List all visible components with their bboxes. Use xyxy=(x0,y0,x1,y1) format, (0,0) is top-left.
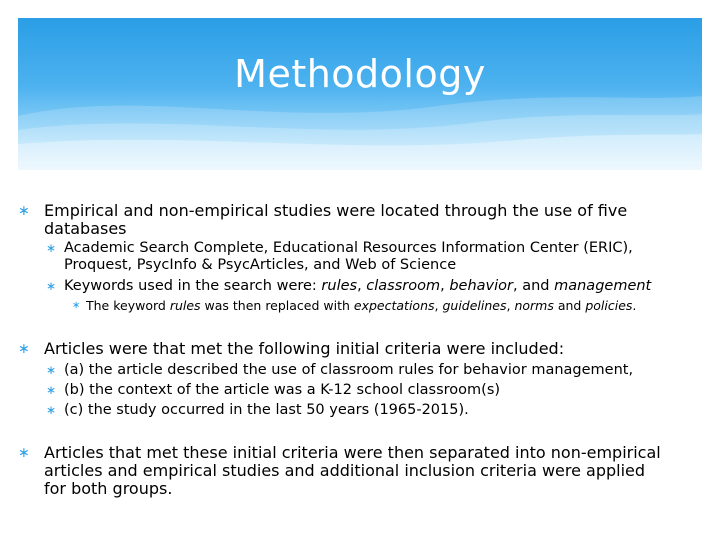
bullet-2-text: Articles were that met the following initial criteria were included: xyxy=(44,339,565,358)
bullet-1-sub-1 xyxy=(46,240,656,274)
asterisk-bullet-icon: ∗ xyxy=(46,241,57,255)
criteria-a: (a) the article described the use of classroom rules for behavior management, xyxy=(64,362,634,378)
bullet-3 xyxy=(18,444,668,498)
bullet-1-sub-2-text: Keywords used in the search were: rules, classroom, behavior, and management xyxy=(64,278,652,294)
bullet-2-sub-2 xyxy=(46,382,686,399)
asterisk-bullet-icon: ∗ xyxy=(46,363,57,377)
asterisk-bullet-icon: ∗ xyxy=(18,341,30,357)
bullet-1 xyxy=(18,202,648,238)
asterisk-bullet-icon: ∗ xyxy=(18,445,30,461)
criteria-c: (c) the study occurred in the last 50 years (1965-2015). xyxy=(64,402,469,418)
bullet-2-sub-3 xyxy=(46,402,686,419)
bullet-2 xyxy=(18,340,678,358)
keyword-replacement-text: The keyword rules was then replaced with expectations, guidelines, norms and policies. xyxy=(86,298,637,313)
asterisk-bullet-icon: ∗ xyxy=(46,403,57,417)
bullet-1-sub-2-sub-1 xyxy=(72,298,692,313)
bullet-1-sub-2 xyxy=(46,278,686,295)
asterisk-bullet-icon: ∗ xyxy=(72,300,81,311)
bullet-1-text: Empirical and non-empirical studies were located through the use of five databases xyxy=(44,201,628,238)
criteria-b: (b) the context of the article was a K-12 school classroom(s) xyxy=(64,382,501,398)
bullet-3-text: Articles that met these initial criteria were then separated into non-empirical articles and empirical studies and additional inclusion criteria were applied for both groups. xyxy=(44,443,661,498)
bullet-2-sub-1 xyxy=(46,362,686,379)
bullet-1-sub-1-text: Academic Search Complete, Educational Resources Information Center (ERIC), Proquest, PsycInfo & PsycArticles, and Web of Science xyxy=(64,240,633,273)
asterisk-bullet-icon: ∗ xyxy=(46,279,57,293)
slide-title: Methodology xyxy=(234,52,486,96)
asterisk-bullet-icon: ∗ xyxy=(18,203,30,219)
asterisk-bullet-icon: ∗ xyxy=(46,383,57,397)
